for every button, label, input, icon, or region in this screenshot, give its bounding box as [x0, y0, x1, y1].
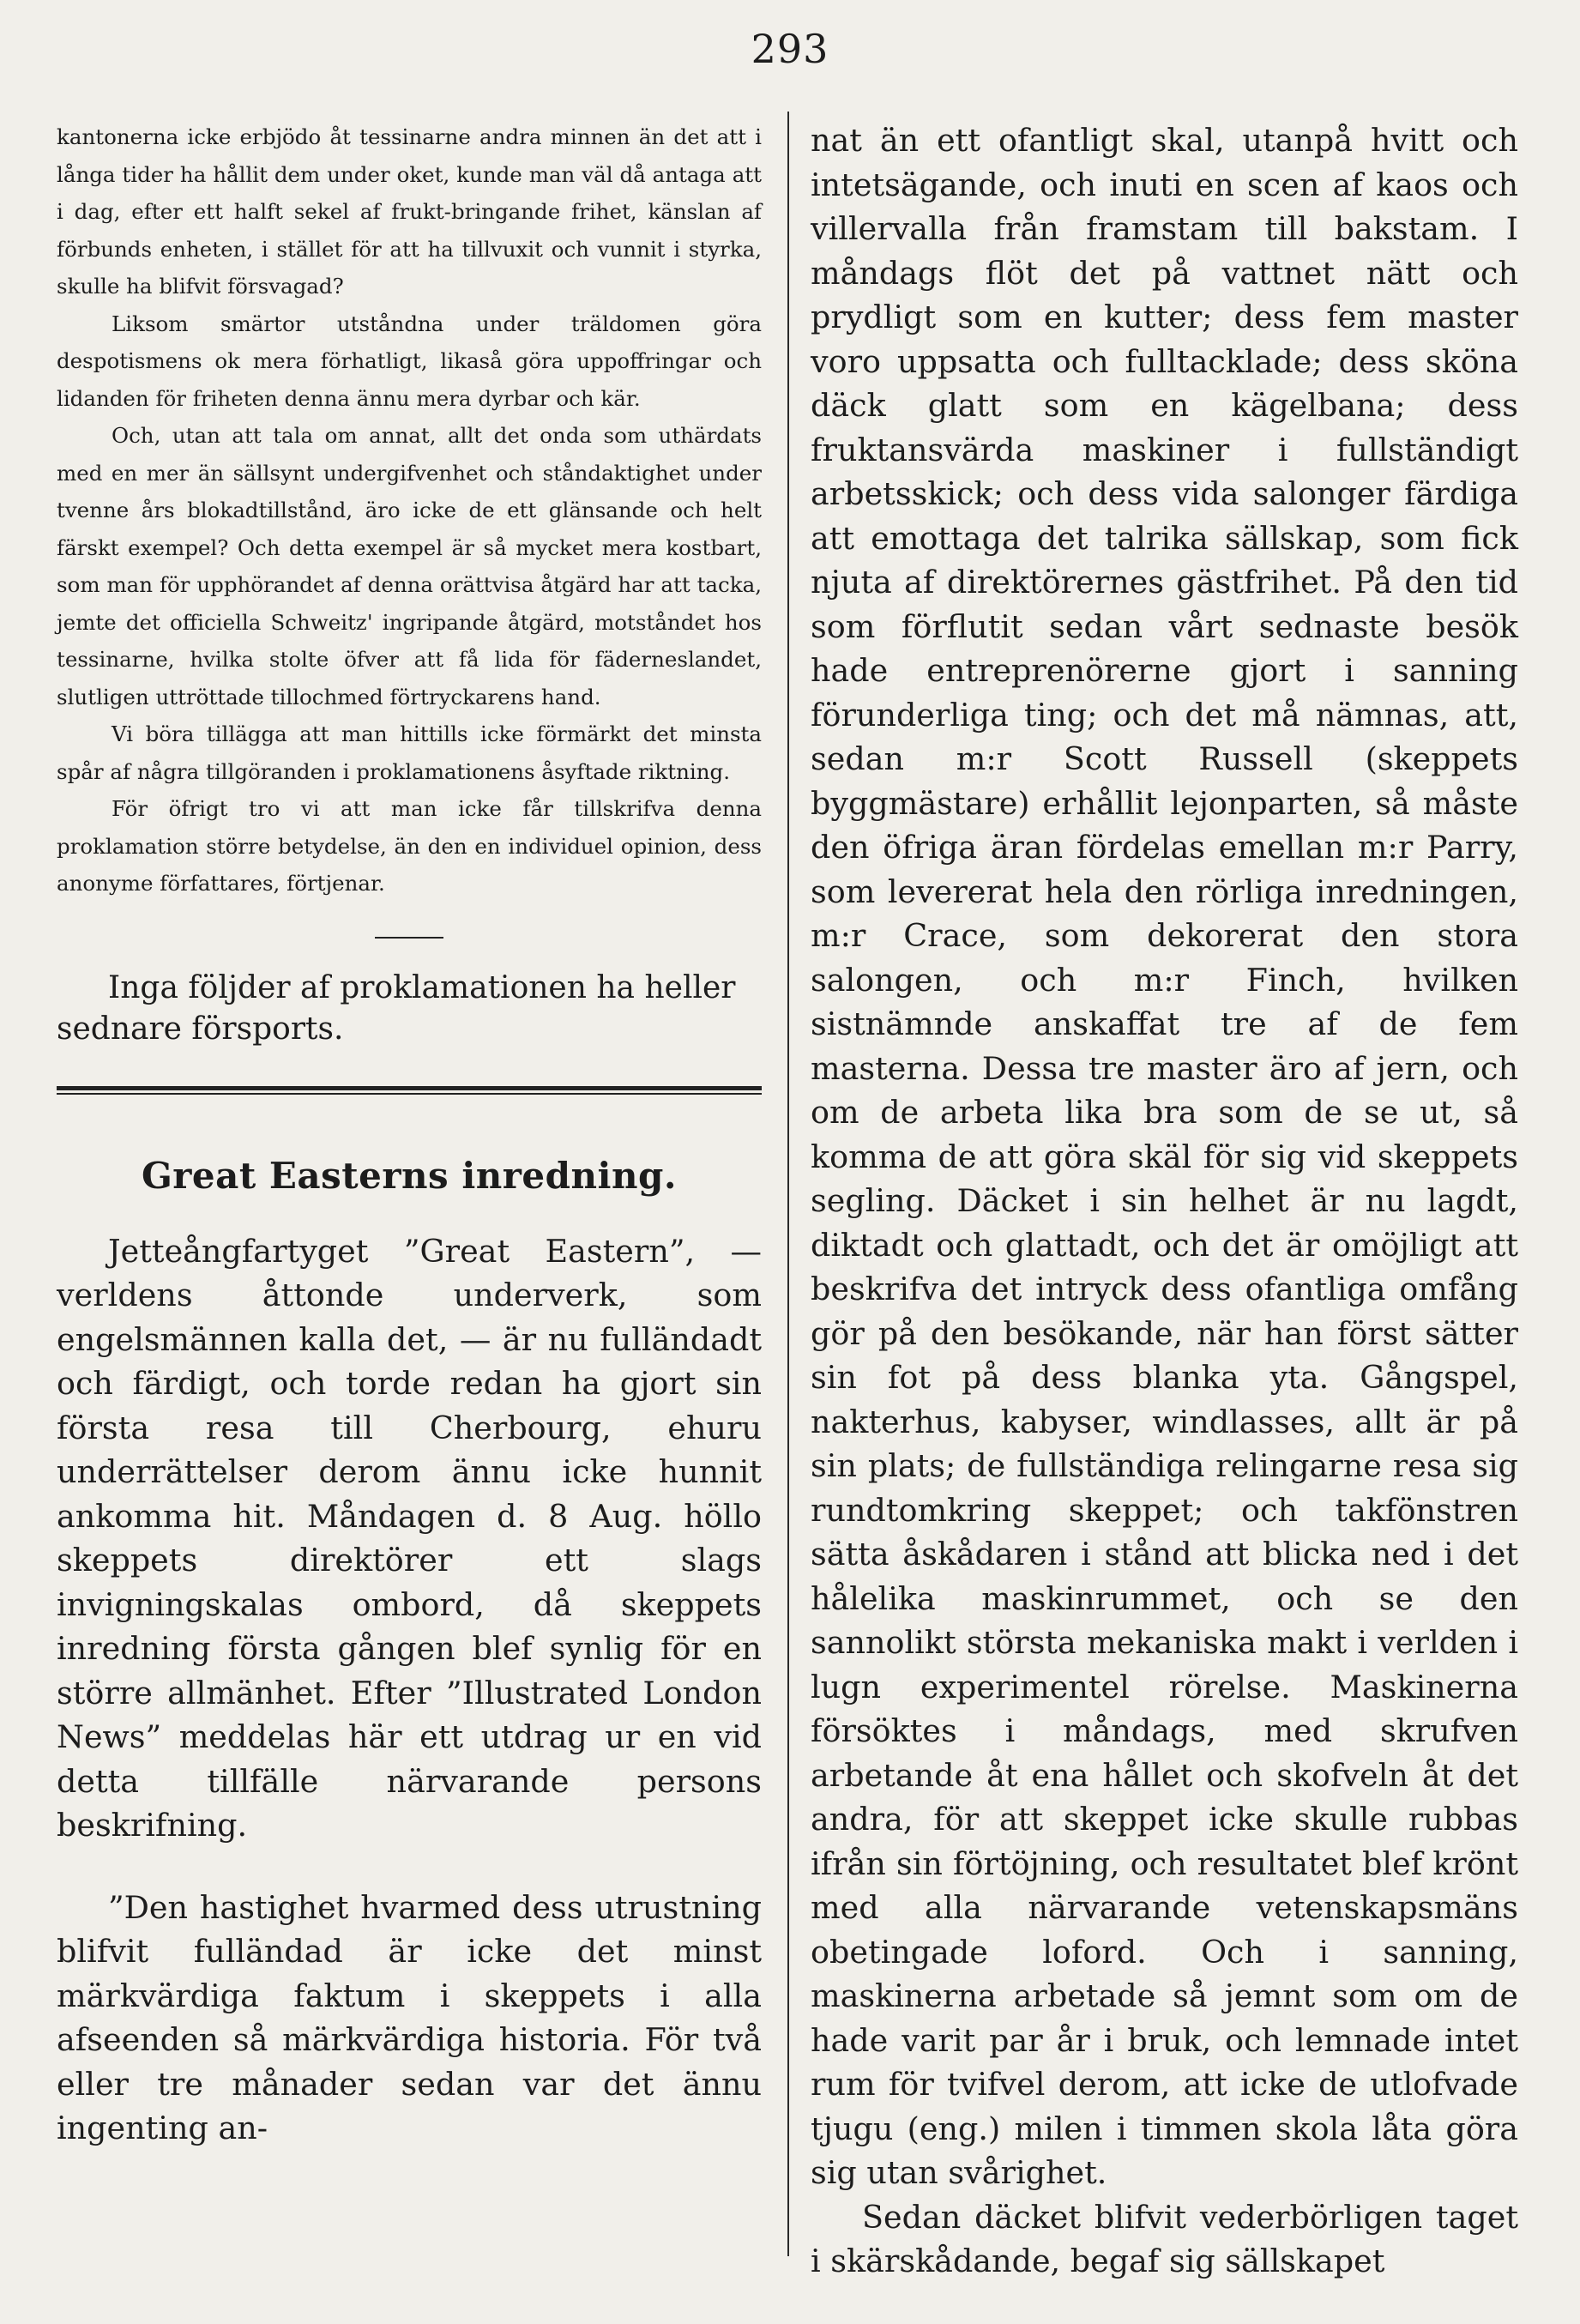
paragraph: kantonerna icke erbjödo åt tessinarne andra minnen än det att i långa tider ha hållit dem under oket, kunde man väl då antaga att i dag, efter ett halft sekel af frukt-bringande frihet, känslan af förbunds enheten, i stället för att ha tillvuxit och vunnit i styrka, skulle ha blifvit försvagad? — [57, 124, 762, 299]
article-paragraph: nat än ett ofantligt skal, utanpå hvitt och intetsägande, och inuti en scen af kaos och villervalla från framstam till bakstam. I måndags flöt det på vattnet nätt och prydligt som en kutter; dess fem master voro uppsatta och fulltacklade; dess sköna däck glatt som en kägelbana; dess fruktansvärda maskiner i fullständigt arbetsskick; och dess vida salonger färdiga att emottaga det talrika sällskap, som fick njuta af direktörernes gästfrihet. På den tid som förflutit sedan vårt sednaste besök hade entreprenörerne gjort i sanning förunderliga ting; och det må nämnas, att, sedan m:r Scott Russell (skeppets byggmästare) erhållit lejonparten, så måste den öfriga äran fördelas emellan m:r Parry, som levererat hela den rörliga inredningen, m:r Crace, som dekorerat den stora salongen, och m:r Finch, hvilken sistnämnde anskaffat tre af de fem masterna. Dessa tre master äro af jern, och om de arbeta lika bra som de se ut, så komma de att göra skäl för sig vid skeppets segling. Däcket i sin helhet är nu lagdt, diktadt och glattadt, och det är omöjligt att beskrifva det intryck dess ofantliga omfång gör på den besökande, när han först sätter sin fot på dess blanka yta. Gångspel, nakterhus, kabyser, windlasses, allt är på sin plats; de fullständiga relingarne resa sig rundtomkring skeppet; och takfönstren sätta åskådaren i stånd att blicka ned i det hålelika maskinrummet, och se den sannolikt största mekaniska makt i verlden i lugn experimentel rörelse. Maskinerna försöktes i måndags, med skrufven arbetande åt ena hållet och skofveln åt det andra, för att skeppet icke skulle rubbas ifrån sin förtöjning, och resultatet blef krönt med alla närvarande vetenskapsmäns obetingade loford. Och i sanning, maskinerna arbetade så jemnt som om de hade varit par år i bruk, och lemnade intet rum för tvifvel derom, att icke de utlofvade tjugu (eng.) milen i timmen skola låta göra sig utan svårighet. — [811, 122, 1518, 2191]
article-title: Great Easterns inredning. — [141, 1154, 678, 1197]
editorial-note: Inga följder af proklamationen ha heller sednare försports. — [57, 969, 736, 1047]
article-paragraph: ”Den hastighet hvarmed dess utrustning blifvit fulländad är icke det minst märkvärdiga faktum i skeppets i alla afseenden så märkvärdiga historia. För två eller tre månader sedan var det ännu ingenting an- — [57, 1888, 762, 2146]
section-divider — [375, 937, 443, 939]
article-paragraph: Jetteångfartyget ”Great Eastern”, — verldens åttonde underverk, som engelsmännen kalla det, — är nu fulländadt och färdigt, och torde redan ha gjort sin första resa till Cherbourg, ehuru underrättelser derom ännu icke hunnit ankomma hit. Måndagen d. 8 Aug. höllo skeppets direktörer ett slags invigningskalas ombord, då skeppets inredning första gången blef synlig för en större allmänhet. Efter ”Illustrated London News” meddelas här ett utdrag ur en vid detta tillfälle närvarande persons beskrifning. — [57, 1232, 762, 1844]
page-number: 293 — [751, 26, 829, 72]
paragraph: Och, utan att tala om annat, allt det onda som uthärdats med en mer än sällsynt undergifvenhet och ståndaktighet under tvenne års blokadtillstånd, äro icke de ett glänsande och helt färskt exempel? Och detta exempel är så mycket mera kostbart, som man för upphörandet af denna orättvisa åtgärd har att tacka, jemte det officiella Schweitz' ingripande åtgärd, motståndet hos tessinarne, hvilka stolte öfver att få lida för fäderneslandet, slutligen uttröttade tillochmed förtryckarens hand. — [57, 423, 762, 709]
paragraph: För öfrigt tro vi att man icke får tillskrifva denna proklamation större betydelse, än den en individuel opinion, dess anonyme författares, förtjenar. — [57, 796, 762, 896]
article-separator — [57, 1086, 762, 1095]
left-column — [57, 118, 762, 2151]
right-column — [811, 118, 1518, 2284]
paragraph: Vi böra tillägga att man hittills icke förmärkt det minsta spår af några tillgöranden i proklamationens åsyftade riktning. — [57, 721, 762, 784]
column-divider — [787, 112, 789, 2256]
article-paragraph: Sedan däcket blifvit vederbörligen taget i skärskådande, begaf sig sällskapet — [811, 2198, 1518, 2279]
paragraph: Liksom smärtor utståndna under träldomen göra despotismens ok mera förhatligt, likaså göra uppoffringar och lidanden för friheten denna ännu mera dyrbar och kär. — [57, 311, 762, 411]
